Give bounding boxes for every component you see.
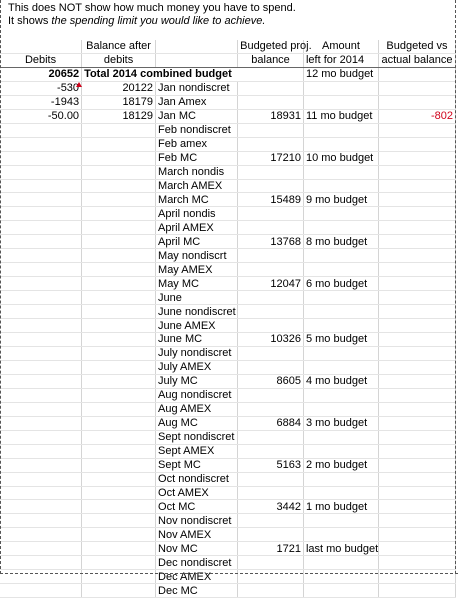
table-row <box>0 221 456 235</box>
projected-balance-cell[interactable] <box>238 584 304 598</box>
label-cell[interactable]: April AMEX <box>156 221 238 235</box>
balance-cell[interactable] <box>82 277 156 291</box>
projected-balance-cell[interactable] <box>238 207 304 221</box>
projected-balance-cell[interactable] <box>238 444 304 458</box>
variance-cell[interactable] <box>378 360 455 374</box>
projected-balance-cell[interactable] <box>238 570 304 584</box>
header-cell[interactable] <box>156 53 238 67</box>
projected-balance-cell[interactable] <box>238 346 304 360</box>
table-row <box>0 486 456 500</box>
debit-cell[interactable] <box>0 584 82 598</box>
months-left-cell[interactable] <box>303 221 378 235</box>
debit-cell[interactable] <box>0 179 82 193</box>
balance-cell[interactable]: 18129 <box>82 109 156 123</box>
debit-cell[interactable] <box>0 263 82 277</box>
projected-balance-cell[interactable]: 13768 <box>238 235 304 249</box>
projected-balance-cell[interactable]: 10326 <box>238 333 304 347</box>
variance-cell[interactable] <box>378 137 455 151</box>
variance-cell[interactable] <box>378 444 455 458</box>
variance-cell[interactable] <box>378 514 455 528</box>
projected-balance-cell[interactable] <box>238 263 304 277</box>
debit-cell[interactable] <box>0 528 82 542</box>
debit-cell[interactable] <box>0 249 82 263</box>
months-left-cell[interactable]: 12 mo budget <box>303 67 378 81</box>
variance-cell[interactable] <box>378 249 455 263</box>
balance-cell[interactable] <box>82 486 156 500</box>
label-cell[interactable]: May AMEX <box>156 263 238 277</box>
months-left-cell[interactable]: 3 mo budget <box>303 416 378 430</box>
label-cell[interactable]: Feb amex <box>156 137 238 151</box>
balance-cell[interactable] <box>82 346 156 360</box>
debit-cell[interactable] <box>0 305 82 319</box>
projected-balance-cell[interactable]: 1721 <box>238 542 304 556</box>
variance-cell[interactable] <box>378 556 455 570</box>
debit-cell[interactable] <box>0 430 82 444</box>
table-row <box>0 374 456 388</box>
variance-cell[interactable] <box>378 319 455 333</box>
debit-cell[interactable] <box>0 346 82 360</box>
variance-cell[interactable] <box>378 430 455 444</box>
months-left-cell[interactable] <box>303 388 378 402</box>
table-row <box>0 95 456 109</box>
header-cell[interactable]: left for 2014 <box>303 53 378 67</box>
months-left-cell[interactable] <box>303 95 378 109</box>
table-row <box>0 514 456 528</box>
balance-cell[interactable] <box>82 165 156 179</box>
label-cell[interactable]: Aug nondiscret <box>156 388 238 402</box>
label-cell[interactable]: Sept MC <box>156 458 238 472</box>
debit-cell[interactable] <box>0 291 82 305</box>
variance-cell[interactable] <box>378 500 455 514</box>
table-row <box>0 151 456 165</box>
months-left-cell[interactable] <box>303 207 378 221</box>
table-row <box>0 430 456 444</box>
variance-cell[interactable] <box>378 528 455 542</box>
table-row <box>0 291 456 305</box>
balance-cell[interactable]: 18179 <box>82 95 156 109</box>
header-cell[interactable]: Amount <box>303 40 378 53</box>
header-cell[interactable]: Balance after <box>82 40 156 53</box>
table-row <box>0 570 456 584</box>
table-row <box>0 193 456 207</box>
balance-cell[interactable] <box>82 235 156 249</box>
months-left-cell[interactable]: 8 mo budget <box>303 235 378 249</box>
variance-cell[interactable] <box>378 416 455 430</box>
projected-balance-cell[interactable]: 15489 <box>238 193 304 207</box>
label-cell[interactable]: Dec nondiscret <box>156 556 238 570</box>
header-cell[interactable] <box>0 40 82 53</box>
header-cell[interactable]: Budgeted vs <box>378 40 455 53</box>
label-cell[interactable]: Oct nondiscret <box>156 472 238 486</box>
label-cell[interactable]: June MC <box>156 333 238 347</box>
label-cell[interactable]: Feb MC <box>156 151 238 165</box>
months-left-cell[interactable] <box>303 514 378 528</box>
label-cell[interactable]: Nov nondiscret <box>156 514 238 528</box>
variance-cell[interactable]: -802 <box>378 109 455 123</box>
months-left-cell[interactable] <box>303 179 378 193</box>
variance-cell[interactable] <box>378 81 455 95</box>
label-cell[interactable]: Oct AMEX <box>156 486 238 500</box>
months-left-cell[interactable] <box>303 486 378 500</box>
debit-cell[interactable] <box>0 472 82 486</box>
label-cell[interactable]: March MC <box>156 193 238 207</box>
variance-cell[interactable] <box>378 346 455 360</box>
table-row <box>0 109 456 123</box>
debit-cell[interactable] <box>0 123 82 137</box>
table-row <box>0 179 456 193</box>
table-row <box>0 165 456 179</box>
months-left-cell[interactable]: 5 mo budget <box>303 333 378 347</box>
debit-cell[interactable] <box>0 374 82 388</box>
table-row <box>0 137 456 151</box>
variance-cell[interactable] <box>378 388 455 402</box>
debit-cell[interactable] <box>0 221 82 235</box>
variance-cell[interactable] <box>378 402 455 416</box>
table-row <box>0 305 456 319</box>
variance-cell[interactable] <box>378 221 455 235</box>
balance-cell[interactable] <box>82 472 156 486</box>
projected-balance-cell[interactable] <box>238 472 304 486</box>
variance-cell[interactable] <box>378 458 455 472</box>
debit-cell[interactable] <box>0 360 82 374</box>
months-left-cell[interactable]: 4 mo budget <box>303 374 378 388</box>
note-line-2-prefix: It shows <box>8 15 52 27</box>
months-left-cell[interactable] <box>303 444 378 458</box>
balance-cell[interactable] <box>82 570 156 584</box>
months-left-cell[interactable] <box>303 402 378 416</box>
months-left-cell[interactable]: 2 mo budget <box>303 458 378 472</box>
balance-cell[interactable] <box>82 319 156 333</box>
balance-cell[interactable] <box>82 137 156 151</box>
table-row <box>0 277 456 291</box>
balance-cell[interactable] <box>82 388 156 402</box>
months-left-cell[interactable] <box>303 137 378 151</box>
label-cell[interactable]: Feb nondiscret <box>156 123 238 137</box>
months-left-cell[interactable]: last mo budget <box>303 542 378 556</box>
balance-cell[interactable] <box>82 179 156 193</box>
header-cell[interactable]: actual balance <box>378 53 455 67</box>
projected-balance-cell[interactable] <box>238 514 304 528</box>
variance-cell[interactable] <box>378 151 455 165</box>
label-cell[interactable]: Sept nondiscret <box>156 430 238 444</box>
label-cell[interactable]: June <box>156 291 238 305</box>
label-cell[interactable]: Dec AMEX <box>156 570 238 584</box>
variance-cell[interactable] <box>378 193 455 207</box>
table-row <box>0 346 456 360</box>
balance-cell[interactable] <box>82 207 156 221</box>
label-cell[interactable]: July AMEX <box>156 360 238 374</box>
debit-cell[interactable]: -1943 <box>0 95 82 109</box>
header-cell[interactable]: balance <box>238 53 304 67</box>
label-cell[interactable]: April MC <box>156 235 238 249</box>
projected-balance-cell[interactable] <box>238 528 304 542</box>
balance-cell[interactable] <box>82 584 156 598</box>
debit-cell[interactable] <box>0 207 82 221</box>
debit-cell[interactable] <box>0 137 82 151</box>
variance-cell[interactable] <box>378 179 455 193</box>
label-cell[interactable]: Jan Amex <box>156 95 238 109</box>
label-cell[interactable]: Jan MC <box>156 109 238 123</box>
table-row <box>0 207 456 221</box>
header-cell[interactable] <box>156 40 238 53</box>
balance-cell[interactable] <box>82 556 156 570</box>
variance-cell[interactable] <box>378 542 455 556</box>
debit-cell[interactable] <box>0 388 82 402</box>
variance-cell[interactable] <box>378 584 455 598</box>
projected-balance-cell[interactable]: 3442 <box>238 500 304 514</box>
label-cell[interactable]: Jan nondiscret <box>156 81 238 95</box>
debit-cell[interactable] <box>0 333 82 347</box>
variance-cell[interactable] <box>378 263 455 277</box>
table-row <box>0 542 456 556</box>
projected-balance-cell[interactable] <box>238 179 304 193</box>
balance-cell[interactable] <box>82 542 156 556</box>
balance-cell[interactable] <box>82 263 156 277</box>
table-row <box>0 388 456 402</box>
balance-cell[interactable] <box>82 458 156 472</box>
variance-cell[interactable] <box>378 472 455 486</box>
label-cell[interactable]: Aug MC <box>156 416 238 430</box>
projected-balance-cell[interactable] <box>238 137 304 151</box>
months-left-cell[interactable] <box>303 584 378 598</box>
months-left-cell[interactable] <box>303 305 378 319</box>
table-row <box>0 81 456 95</box>
months-left-cell[interactable] <box>303 249 378 263</box>
projected-balance-cell[interactable] <box>238 95 304 109</box>
debit-cell[interactable] <box>0 165 82 179</box>
months-left-cell[interactable] <box>303 319 378 333</box>
label-cell[interactable]: Oct MC <box>156 500 238 514</box>
debit-cell[interactable]: -530 <box>0 81 82 95</box>
debit-cell[interactable] <box>0 514 82 528</box>
months-left-cell[interactable] <box>303 263 378 277</box>
balance-cell[interactable] <box>82 402 156 416</box>
table-row <box>0 235 456 249</box>
projected-balance-cell[interactable] <box>238 221 304 235</box>
balance-cell[interactable]: 20122 <box>82 81 156 95</box>
variance-cell[interactable] <box>378 570 455 584</box>
debit-cell[interactable] <box>0 402 82 416</box>
projected-balance-cell[interactable] <box>238 319 304 333</box>
table-row <box>0 444 456 458</box>
debit-cell[interactable] <box>0 444 82 458</box>
projected-balance-cell[interactable] <box>238 123 304 137</box>
label-cell[interactable]: March AMEX <box>156 179 238 193</box>
label-cell[interactable]: May MC <box>156 277 238 291</box>
label-cell[interactable]: Nov MC <box>156 542 238 556</box>
debit-cell[interactable] <box>0 556 82 570</box>
projected-balance-cell[interactable] <box>238 388 304 402</box>
label-cell[interactable]: May nondiscrt <box>156 249 238 263</box>
balance-cell[interactable] <box>82 151 156 165</box>
projected-balance-cell[interactable] <box>238 165 304 179</box>
variance-cell[interactable] <box>378 305 455 319</box>
months-left-cell[interactable]: 6 mo budget <box>303 277 378 291</box>
projected-balance-cell[interactable] <box>238 430 304 444</box>
months-left-cell[interactable]: 1 mo budget <box>303 500 378 514</box>
label-cell[interactable]: March nondis <box>156 165 238 179</box>
debit-cell[interactable] <box>0 235 82 249</box>
table-row <box>0 249 456 263</box>
debit-cell[interactable] <box>0 151 82 165</box>
variance-cell[interactable] <box>378 165 455 179</box>
variance-cell[interactable] <box>378 486 455 500</box>
debit-cell[interactable] <box>0 319 82 333</box>
balance-cell[interactable] <box>82 221 156 235</box>
debit-cell[interactable] <box>0 500 82 514</box>
variance-cell[interactable] <box>378 123 455 137</box>
projected-balance-cell[interactable]: 5163 <box>238 458 304 472</box>
months-left-cell[interactable] <box>303 123 378 137</box>
projected-balance-cell[interactable] <box>238 360 304 374</box>
balance-cell[interactable] <box>82 123 156 137</box>
variance-cell[interactable] <box>378 235 455 249</box>
projected-balance-cell[interactable] <box>238 81 304 95</box>
months-left-cell[interactable] <box>303 291 378 305</box>
projected-balance-cell[interactable] <box>238 486 304 500</box>
note-line-2[interactable] <box>8 15 265 27</box>
balance-cell[interactable] <box>82 249 156 263</box>
balance-cell[interactable] <box>82 430 156 444</box>
header-cell[interactable]: Debits <box>0 53 82 67</box>
projected-balance-cell[interactable]: 17210 <box>238 151 304 165</box>
balance-cell[interactable] <box>82 193 156 207</box>
balance-cell[interactable] <box>82 360 156 374</box>
header-cell[interactable]: Budgeted proj. <box>238 40 304 53</box>
table-row <box>0 360 456 374</box>
months-left-cell[interactable] <box>303 570 378 584</box>
months-left-cell[interactable] <box>303 165 378 179</box>
table-row <box>0 472 456 486</box>
summary-row <box>0 67 456 81</box>
label-cell[interactable]: Sept AMEX <box>156 444 238 458</box>
table-row <box>0 319 456 333</box>
projected-balance-cell[interactable] <box>238 249 304 263</box>
label-cell[interactable]: July MC <box>156 374 238 388</box>
label-cell[interactable]: June nondiscret <box>156 305 238 319</box>
note-line-2-italic: the spending limit you would like to achieve. <box>51 15 266 27</box>
projected-balance-cell[interactable] <box>238 556 304 570</box>
variance-cell[interactable] <box>378 207 455 221</box>
balance-cell[interactable] <box>82 528 156 542</box>
debit-cell[interactable] <box>0 542 82 556</box>
projected-balance-cell[interactable] <box>238 291 304 305</box>
budget-table <box>0 40 456 598</box>
page-break-right <box>455 0 456 574</box>
debit-cell[interactable] <box>0 486 82 500</box>
header-row-1 <box>0 40 456 53</box>
balance-cell[interactable] <box>82 291 156 305</box>
debit-cell[interactable] <box>0 458 82 472</box>
projected-balance-cell[interactable] <box>238 305 304 319</box>
projected-balance-cell[interactable] <box>238 402 304 416</box>
table-row <box>0 402 456 416</box>
total-budget-label[interactable]: Total 2014 combined budget <box>82 67 304 81</box>
note-line-1[interactable]: This does NOT show how much money you have to spend. <box>8 2 296 14</box>
total-budget-value[interactable]: 20652 <box>0 67 82 81</box>
cell-comment-marker <box>76 82 82 87</box>
table-row <box>0 458 456 472</box>
months-left-cell[interactable]: 10 mo budget <box>303 151 378 165</box>
table-row <box>0 500 456 514</box>
page-break-left <box>0 0 1 574</box>
months-left-cell[interactable] <box>303 360 378 374</box>
projected-balance-cell[interactable]: 18931 <box>238 109 304 123</box>
table-row <box>0 416 456 430</box>
variance-cell[interactable] <box>378 291 455 305</box>
months-left-cell[interactable]: 9 mo budget <box>303 193 378 207</box>
months-left-cell[interactable] <box>303 556 378 570</box>
balance-cell[interactable] <box>82 514 156 528</box>
label-cell[interactable]: July nondiscret <box>156 346 238 360</box>
balance-cell[interactable] <box>82 333 156 347</box>
table-row <box>0 584 456 598</box>
table-row <box>0 123 456 137</box>
projected-balance-cell[interactable]: 6884 <box>238 416 304 430</box>
table-row <box>0 556 456 570</box>
debit-cell[interactable] <box>0 570 82 584</box>
label-cell[interactable]: June AMEX <box>156 319 238 333</box>
projected-balance-cell[interactable]: 8605 <box>238 374 304 388</box>
variance-cell[interactable] <box>378 374 455 388</box>
table-row <box>0 333 456 347</box>
months-left-cell[interactable] <box>303 346 378 360</box>
months-left-cell[interactable] <box>303 472 378 486</box>
variance-cell[interactable] <box>378 67 455 81</box>
balance-cell[interactable] <box>82 305 156 319</box>
header-cell[interactable]: debits <box>82 53 156 67</box>
balance-cell[interactable] <box>82 416 156 430</box>
balance-cell[interactable] <box>82 500 156 514</box>
variance-cell[interactable] <box>378 333 455 347</box>
header-row-2 <box>0 53 456 67</box>
months-left-cell[interactable] <box>303 430 378 444</box>
debit-cell[interactable]: -50.00 <box>0 109 82 123</box>
months-left-cell[interactable] <box>303 528 378 542</box>
label-cell[interactable]: April nondis <box>156 207 238 221</box>
variance-cell[interactable] <box>378 277 455 291</box>
label-cell[interactable]: Nov AMEX <box>156 528 238 542</box>
label-cell[interactable]: Aug AMEX <box>156 402 238 416</box>
table-row <box>0 263 456 277</box>
label-cell[interactable]: Dec MC <box>156 584 238 598</box>
table-row <box>0 528 456 542</box>
debit-cell[interactable] <box>0 193 82 207</box>
months-left-cell[interactable]: 11 mo budget <box>303 109 378 123</box>
balance-cell[interactable] <box>82 444 156 458</box>
months-left-cell[interactable] <box>303 81 378 95</box>
variance-cell[interactable] <box>378 95 455 109</box>
debit-cell[interactable] <box>0 277 82 291</box>
projected-balance-cell[interactable]: 12047 <box>238 277 304 291</box>
balance-cell[interactable] <box>82 374 156 388</box>
debit-cell[interactable] <box>0 416 82 430</box>
